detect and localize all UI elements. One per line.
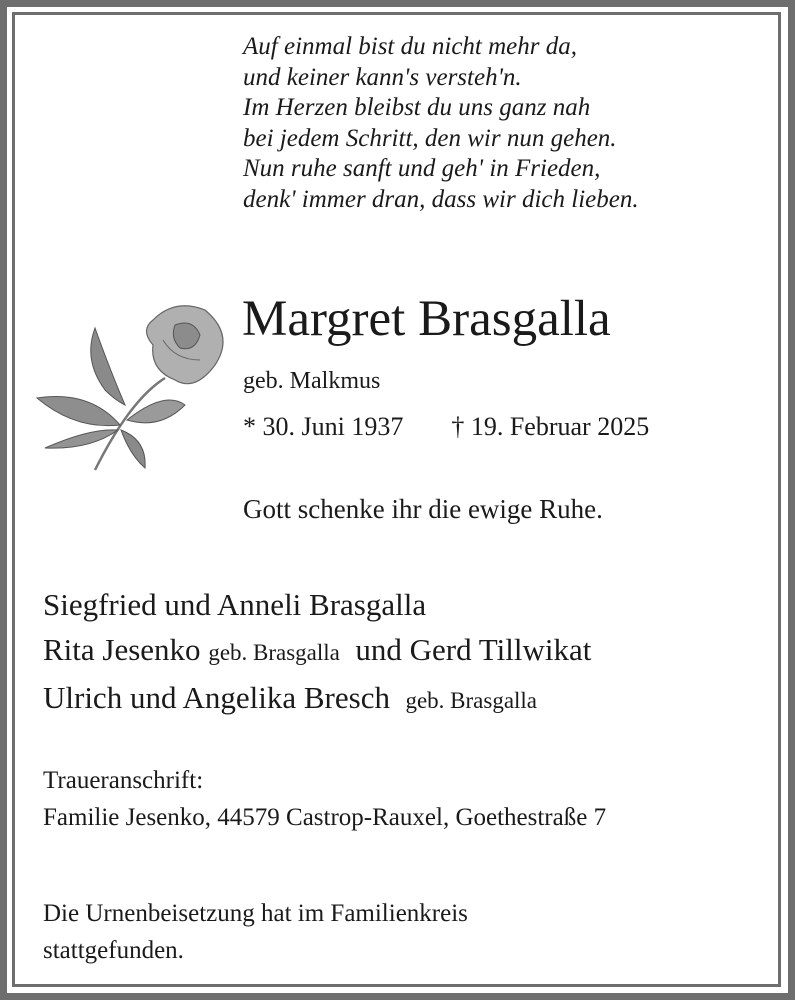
mourning-address — [43, 762, 606, 836]
poem-line: bei jedem Schritt, den wir nun gehen. — [243, 124, 617, 152]
mourner-name: Rita Jesenko — [43, 632, 201, 667]
note-line: Die Urnenbeisetzung hat im Familienkreis — [43, 900, 468, 927]
mourner-partner: und Gerd Tillwikat — [355, 632, 592, 667]
mourner-line — [43, 675, 591, 723]
poem-line: Auf einmal bist du nicht mehr da, — [243, 33, 577, 60]
note-line: stattgefunden. — [43, 937, 184, 964]
deceased-name: Margret Brasgalla — [242, 291, 611, 347]
life-dates — [243, 412, 649, 442]
poem — [243, 32, 639, 215]
poem-line: Im Herzen bleibst du uns ganz nah — [243, 94, 591, 121]
mourner-maiden-name: geb. Brasgalla — [208, 640, 340, 665]
birth-name: geb. Malkmus — [243, 368, 381, 394]
mourners — [43, 582, 591, 723]
burial-note — [43, 895, 468, 969]
rose-icon — [35, 280, 225, 480]
poem-line: denk' immer dran, dass wir dich lieben. — [243, 185, 639, 213]
poem-line: Nun ruhe sanft und geh' in Frieden, — [243, 155, 601, 182]
address-label: Traueranschrift: — [43, 767, 204, 794]
death-date: † 19. Februar 2025 — [451, 412, 650, 441]
poem-line: und keiner kann's versteh'n. — [243, 63, 522, 91]
mourner-line — [43, 627, 591, 675]
blessing: Gott schenke ihr die ewige Ruhe. — [243, 494, 603, 524]
mourner-name: Ulrich und Angelika Bresch — [43, 680, 390, 715]
address-value: Familie Jesenko, 44579 Castrop-Rauxel, Goethestraße 7 — [43, 804, 607, 831]
mourner-maiden-name: geb. Brasgalla — [405, 688, 538, 713]
birth-date: * 30. Juni 1937 — [243, 412, 404, 441]
mourner-line: Siegfried und Anneli Brasgalla — [43, 587, 427, 622]
